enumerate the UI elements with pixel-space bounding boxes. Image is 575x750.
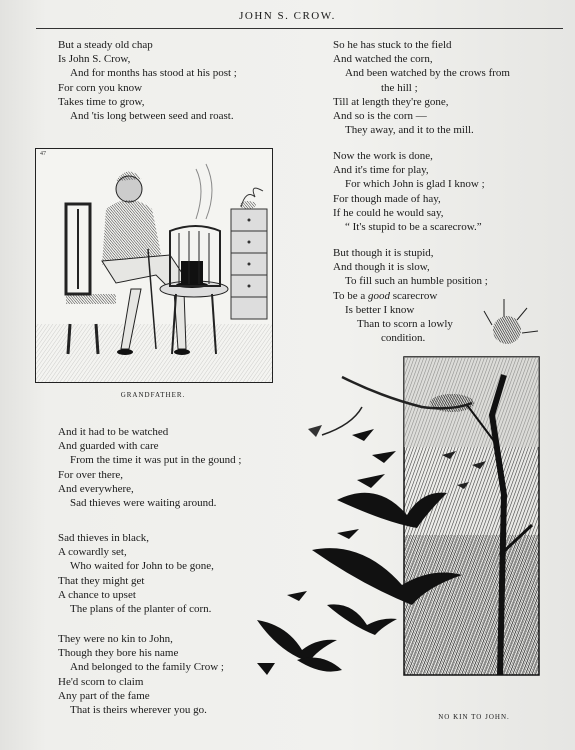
poem-line: Sad thieves in black,: [58, 532, 150, 544]
poem-line: Is John S. Crow,: [58, 53, 131, 66]
emphasized-word: good: [367, 289, 390, 302]
poem-line: He'd scorn to claim: [58, 675, 144, 688]
poem-line: And it had to be watched: [58, 426, 169, 438]
grandfather-illustration: [35, 148, 273, 383]
poem-line: And guarded with care: [58, 440, 159, 453]
poem-line: But though it is stupid,: [333, 247, 434, 259]
poem-line: A cowardly set,: [58, 546, 127, 559]
poem-line: If he could he would say,: [333, 206, 444, 219]
crows-illustration: [242, 295, 562, 715]
poem-line: “ It's stupid to be a scarecrow.”: [345, 221, 482, 234]
poem-text: To be a: [333, 289, 368, 302]
poem-line: To fill such an humble position ;: [345, 275, 488, 288]
poem-line: But a steady old chap: [58, 39, 153, 51]
crows-caption: NO KIN TO JOHN.: [438, 713, 510, 721]
poem-line: And been watched by the crows from: [345, 67, 510, 80]
right-stanza-2: [333, 149, 485, 234]
poem-line: So he has stuck to the field: [333, 39, 452, 51]
poem-line: Now the work is done,: [333, 150, 433, 162]
poem-line: That they might get: [58, 574, 145, 587]
left-stanza-4: [58, 632, 224, 717]
poem-line: Though they bore his name: [58, 647, 179, 660]
poem-line: From the time it was put in the gound ;: [70, 454, 242, 467]
poem-line: For which John is glad I know ;: [345, 178, 485, 191]
poem-line: That is theirs wherever you go.: [70, 704, 207, 717]
poem-line: They were no kin to John,: [58, 633, 173, 645]
grandfather-caption: GRANDFATHER.: [120, 391, 186, 399]
poem-line: For though made of hay,: [333, 192, 441, 205]
left-stanza-2: [58, 425, 241, 510]
poem-line: Than to scorn a lowly: [357, 318, 453, 331]
poem-line: Who waited for John to be gone,: [70, 560, 214, 573]
poem-line: Takes time to grow,: [58, 95, 145, 108]
poem-line: And though it is slow,: [333, 261, 430, 274]
running-head: JOHN S. CROW.: [239, 10, 336, 22]
grandfather-engraving: [36, 149, 272, 382]
poem-line: Till at length they're gone,: [333, 95, 449, 108]
header-rule: [36, 28, 563, 29]
poem-line: And so is the corn —: [333, 110, 427, 123]
plate-number: 47: [40, 151, 46, 157]
left-stanza-1: [58, 38, 237, 123]
poem-line: Is better I know: [345, 303, 415, 316]
poem-line: And 'tis long between seed and roast.: [70, 110, 234, 123]
poem-text: scarecrow: [389, 289, 438, 302]
poem-line: The plans of the planter of corn.: [70, 603, 212, 616]
poem-line: For over there,: [58, 468, 124, 481]
crows-engraving: [242, 295, 562, 715]
poem-line: And for months has stood at his post ;: [70, 67, 237, 80]
poem-line: Any part of the fame: [58, 689, 150, 702]
left-stanza-3: [58, 531, 214, 616]
poem-line: Sad thieves were waiting around.: [70, 497, 217, 510]
poem-line: For corn you know: [58, 81, 143, 94]
right-stanza-1: [333, 38, 510, 137]
poem-line: And belonged to the family Crow ;: [70, 661, 224, 674]
poem-line: And it's time for play,: [333, 164, 429, 177]
poem-line: the hill ;: [381, 81, 418, 94]
poem-line: They away, and it to the mill.: [345, 124, 474, 137]
poem-line: A chance to upset: [58, 588, 136, 601]
poem-line: condition.: [381, 332, 426, 345]
poem-line: And everywhere,: [58, 482, 134, 495]
poem-line: And watched the corn,: [333, 53, 433, 66]
